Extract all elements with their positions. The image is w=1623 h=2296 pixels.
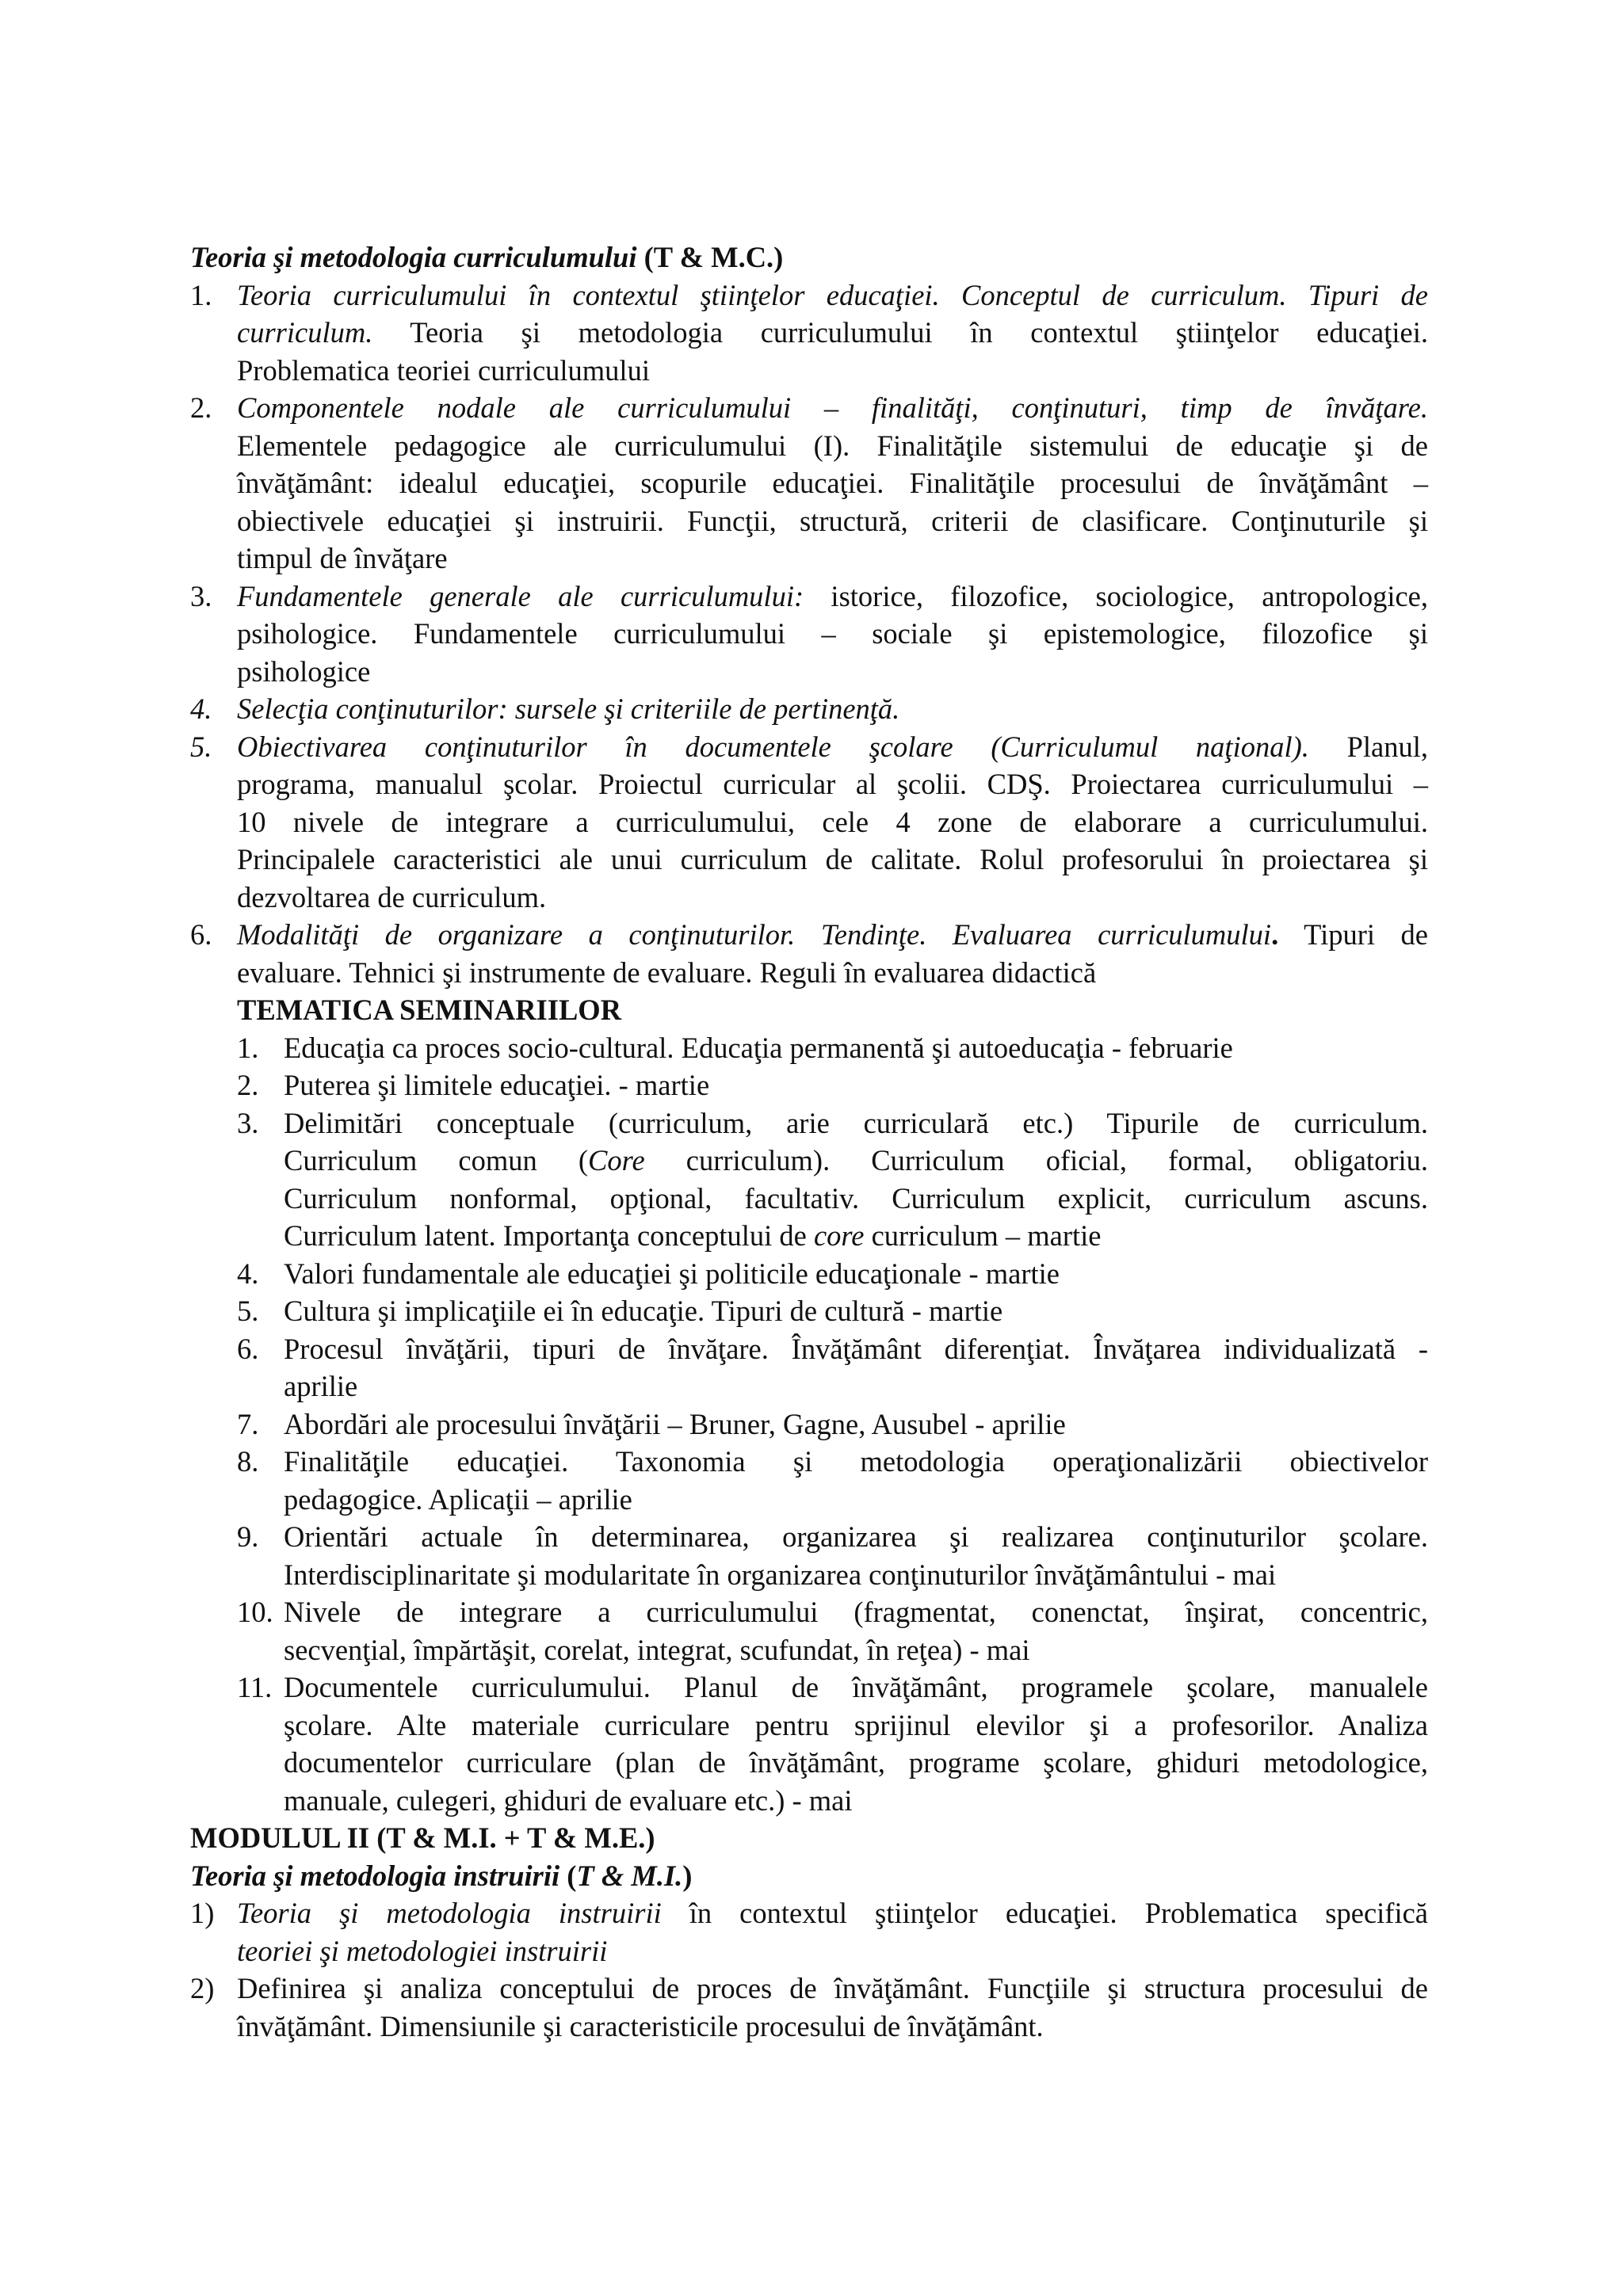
text-run: Definirea şi analiza conceptului de proces de învăţământ. Funcţiile şi structura procesului de bbox=[237, 1972, 1428, 2004]
seminar-topic-item bbox=[190, 1029, 1442, 1067]
item-text-line bbox=[237, 954, 1428, 992]
heading-abbreviation: (T & M.C.) bbox=[636, 241, 784, 273]
text-run: istorice, filozofice, sociologice, antropologice, bbox=[804, 579, 1428, 612]
item-text-line bbox=[237, 1894, 1428, 1932]
item-number: 3. bbox=[237, 1106, 259, 1139]
item-text-line bbox=[284, 1556, 1428, 1594]
text-run: Orientări actuale în determinarea, organizarea şi realizarea conţinuturilor şcolare. bbox=[284, 1520, 1428, 1553]
text-run: Documentele curriculumului. Planul de învăţământ, programele şcolare, manualele bbox=[284, 1671, 1428, 1703]
text-run: Teoria şi metodologia curriculumului în contextul ştiinţelor educaţiei. bbox=[372, 316, 1428, 349]
item-text-line bbox=[237, 464, 1428, 502]
item-number: 1. bbox=[237, 1031, 259, 1064]
item-number: 2) bbox=[190, 1972, 215, 2004]
text-run: dezvoltarea de curriculum. bbox=[237, 880, 547, 913]
item-text-line bbox=[284, 1782, 1428, 1820]
item-text-line bbox=[284, 1142, 1428, 1180]
seminar-topic-list bbox=[190, 1029, 1442, 1820]
text-run: 10 nivele de integrare a curriculumului, cele 4 zone de elaborare a curriculumului. bbox=[237, 805, 1428, 838]
course-topic-list bbox=[190, 277, 1442, 992]
item-number: 2. bbox=[190, 391, 212, 424]
course-topic-item bbox=[190, 728, 1442, 917]
seminar-topic-item bbox=[190, 1518, 1442, 1593]
course-topic-item bbox=[190, 277, 1442, 390]
item-text-line bbox=[237, 277, 1428, 315]
item-number: 6. bbox=[190, 918, 212, 951]
seminar-topic-item bbox=[190, 1330, 1442, 1405]
text-run: Componentele nodale ale curriculumului – finalităţi, conţinuturi, timp de învăţare. bbox=[237, 391, 1428, 424]
text-run: timpul de învăţare bbox=[237, 542, 448, 574]
item-text-line bbox=[237, 728, 1428, 766]
item-text-line bbox=[237, 2008, 1428, 2046]
text-run: curriculum). Curriculum oficial, formal, obligatoriu. bbox=[644, 1144, 1428, 1177]
item-text-line bbox=[237, 314, 1428, 352]
seminar-topic-item bbox=[190, 1104, 1442, 1255]
text-run: Nivele de integrare a curriculumului (fragmentat, conenctat, înşirat, concentric, bbox=[284, 1596, 1428, 1628]
item-number: 4. bbox=[237, 1257, 259, 1290]
item-number: 10. bbox=[237, 1596, 273, 1628]
module-heading: MODULUL II (T & M.I. + T & M.E.) bbox=[190, 1821, 655, 1854]
text-run: Cultura şi implicaţiile ei în educaţie. Tipuri de cultură - martie bbox=[284, 1295, 1003, 1327]
item-text-line bbox=[284, 1330, 1428, 1368]
item-number: 7. bbox=[237, 1407, 259, 1440]
subheading-run: ) bbox=[682, 1859, 693, 1892]
item-text-line bbox=[237, 765, 1428, 803]
text-run: Curriculum comun ( bbox=[284, 1144, 589, 1177]
item-text-line bbox=[237, 690, 1428, 728]
course-topic-item bbox=[190, 578, 1442, 691]
text-run: în contextul ştiinţelor educaţiei. Problematica specifică bbox=[661, 1897, 1429, 1929]
item-number: 1) bbox=[190, 1897, 215, 1929]
item-text-line bbox=[284, 1631, 1428, 1669]
text-run: psihologice. Fundamentele curriculumului – sociale şi epistemologice, filozofice şi bbox=[237, 617, 1428, 650]
item-text-line bbox=[284, 1405, 1428, 1444]
text-run: pedagogice. Aplicaţii – aprilie bbox=[284, 1482, 632, 1516]
module-topic-item bbox=[190, 1894, 1442, 1970]
text-run: documentelor curriculare (plan de învăţământ, programe şcolare, ghiduri metodologice, bbox=[284, 1746, 1428, 1779]
item-text-line bbox=[284, 1217, 1428, 1255]
item-number: 8. bbox=[237, 1445, 259, 1478]
item-number: 9. bbox=[237, 1520, 259, 1553]
seminar-topic-item bbox=[190, 1066, 1442, 1104]
text-run: manuale, culegeri, ghiduri de evaluare etc.) - mai bbox=[284, 1783, 853, 1817]
item-text-line bbox=[284, 1481, 1428, 1519]
text-run: învăţământ: idealul educaţiei, scopurile educaţiei. Finalităţile procesului de învăţământ – bbox=[237, 467, 1428, 499]
item-number: 5. bbox=[237, 1295, 259, 1327]
item-text-line bbox=[284, 1367, 1428, 1405]
text-run: Obiectivarea conţinuturilor în documentele şcolare (Curriculumul naţional). bbox=[237, 730, 1309, 763]
item-text-line bbox=[284, 1593, 1428, 1631]
text-run: curriculum. bbox=[237, 316, 373, 349]
item-text-line bbox=[284, 1255, 1428, 1293]
item-number: 11. bbox=[237, 1671, 273, 1703]
item-text-line bbox=[237, 1970, 1428, 2008]
text-run: obiectivele educaţiei şi instruirii. Funcţii, structură, criterii de clasificare. Conţinuturile şi bbox=[237, 504, 1428, 537]
section-heading bbox=[190, 238, 1442, 277]
item-text-line bbox=[284, 1104, 1428, 1142]
text-run: Principalele caracteristici ale unui curriculum de calitate. Rolul profesorului în proiectarea şi bbox=[237, 843, 1428, 875]
text-run: programa, manualul şcolar. Proiectul curricular al şcolii. CDŞ. Proiectarea curriculumului – bbox=[237, 768, 1428, 800]
item-text-line bbox=[237, 389, 1428, 427]
item-text-line bbox=[284, 1066, 1428, 1104]
course-topic-item bbox=[190, 389, 1442, 578]
text-run: Fundamentele generale ale curriculumului: bbox=[237, 579, 804, 612]
module-subheading bbox=[190, 1857, 1442, 1895]
text-run: aprilie bbox=[284, 1370, 358, 1402]
item-number: 2. bbox=[237, 1069, 259, 1101]
item-text-line bbox=[237, 578, 1428, 616]
item-text-line bbox=[284, 1180, 1428, 1218]
text-run: Modalităţi de organizare a conţinuturilor. Tendinţe. Evaluarea curriculumului bbox=[237, 918, 1272, 951]
module-topic-item bbox=[190, 1970, 1442, 2045]
text-run: secvenţial, împărtăşit, corelat, integrat, scufundat, în reţea) - mai bbox=[284, 1633, 1030, 1666]
item-text-line bbox=[284, 1518, 1428, 1556]
text-run: Elementele pedagogice ale curriculumului (I). Finalităţile sistemului de educaţie şi de bbox=[237, 429, 1428, 462]
item-number: 4. bbox=[190, 692, 212, 725]
text-run: Problematica teoriei curriculumului bbox=[237, 353, 650, 387]
item-text-line bbox=[237, 1932, 1428, 1970]
document-page bbox=[190, 238, 1442, 2045]
seminar-topic-item bbox=[190, 1443, 1442, 1518]
text-run: teoriei şi metodologiei instruirii bbox=[237, 1934, 608, 1967]
text-run: Procesul învăţării, tipuri de învăţare. Învăţământ diferenţiat. Învăţarea individualizată - bbox=[284, 1332, 1428, 1365]
text-run: Delimitări conceptuale (curriculum, arie curriculară etc.) Tipurile de curriculum. bbox=[284, 1106, 1428, 1139]
text-run: Finalităţile educaţiei. Taxonomia şi metodologia operaţionalizării obiectivelor bbox=[284, 1445, 1428, 1478]
text-run: Curriculum latent. Importanţa conceptului de bbox=[284, 1219, 814, 1252]
text-run: Abordări ale procesului învăţării – Bruner, Gagne, Ausubel - aprilie bbox=[284, 1407, 1066, 1440]
text-run: curriculum – martie bbox=[864, 1219, 1102, 1252]
item-text-line bbox=[237, 916, 1428, 954]
text-run: psihologice bbox=[237, 654, 371, 688]
item-text-line bbox=[237, 841, 1428, 879]
text-run: şcolare. Alte materiale curriculare pentru sprijinul elevilor şi a profesorilor. Analiza bbox=[284, 1708, 1428, 1741]
seminar-topic-item bbox=[190, 1593, 1442, 1669]
item-text-line bbox=[284, 1443, 1428, 1481]
text-run: Core bbox=[588, 1144, 645, 1177]
heading-title: Teoria şi metodologia curriculumului bbox=[190, 241, 637, 273]
seminar-topic-item bbox=[190, 1669, 1442, 1819]
course-topic-item bbox=[190, 690, 1442, 728]
module-topic-list bbox=[190, 1894, 1442, 2045]
item-text-line bbox=[237, 352, 1428, 390]
text-run: core bbox=[813, 1219, 865, 1252]
item-number: 5. bbox=[190, 730, 212, 763]
item-text-line bbox=[237, 427, 1428, 465]
text-run: Teoria curriculumului în contextul ştiinţelor educaţiei. Conceptul de curriculum. Tipuri de bbox=[237, 278, 1428, 311]
subheading-run: ( bbox=[559, 1859, 577, 1892]
text-run: Planul, bbox=[1308, 730, 1428, 763]
item-text-line bbox=[284, 1029, 1428, 1067]
text-run: învăţământ. Dimensiunile şi caracteristicile procesului de învăţământ. bbox=[237, 2009, 1044, 2042]
item-text-line bbox=[237, 502, 1428, 540]
item-text-line bbox=[237, 653, 1428, 691]
item-text-line bbox=[237, 540, 1428, 578]
text-run: Educaţia ca proces socio-cultural. Educaţia permanentă şi autoeducaţia - februarie bbox=[284, 1031, 1233, 1064]
item-number: 6. bbox=[237, 1332, 259, 1365]
text-run: Teoria şi metodologia instruirii bbox=[237, 1897, 662, 1929]
text-run: Interdisciplinaritate şi modularitate în organizarea conţinuturilor învăţământului - mai bbox=[284, 1558, 1277, 1591]
item-text-line bbox=[284, 1669, 1428, 1707]
text-run: Tipuri de bbox=[1278, 918, 1428, 951]
text-run: Valori fundamentale ale educaţiei şi politicile educaţionale - martie bbox=[284, 1257, 1060, 1290]
seminar-topic-item bbox=[190, 1255, 1442, 1293]
text-run: Puterea şi limitele educaţiei. - martie bbox=[284, 1069, 710, 1101]
text-run: Curriculum nonformal, opţional, facultativ. Curriculum explicit, curriculum ascuns. bbox=[284, 1181, 1428, 1215]
seminar-heading: TEMATICA SEMINARIILOR bbox=[237, 994, 622, 1026]
item-number: 1. bbox=[190, 278, 212, 311]
seminar-topic-item bbox=[190, 1405, 1442, 1444]
text-run: evaluare. Tehnici şi instrumente de evaluare. Reguli în evaluarea didactică bbox=[237, 955, 1097, 989]
item-text-line bbox=[284, 1744, 1428, 1782]
item-text-line bbox=[237, 879, 1428, 917]
course-topic-item bbox=[190, 916, 1442, 991]
item-text-line bbox=[237, 615, 1428, 653]
item-number: 3. bbox=[190, 579, 212, 612]
item-text-line bbox=[237, 803, 1428, 841]
subheading-run: Teoria şi metodologia instruirii bbox=[190, 1859, 560, 1892]
item-text-line bbox=[284, 1292, 1428, 1330]
text-run: . bbox=[1271, 918, 1279, 951]
text-run: Selecţia conţinuturilor: sursele şi criteriile de pertinenţă. bbox=[237, 692, 900, 725]
seminar-topic-item bbox=[190, 1292, 1442, 1330]
subheading-run: T & M.I. bbox=[576, 1859, 683, 1892]
item-text-line bbox=[284, 1707, 1428, 1745]
